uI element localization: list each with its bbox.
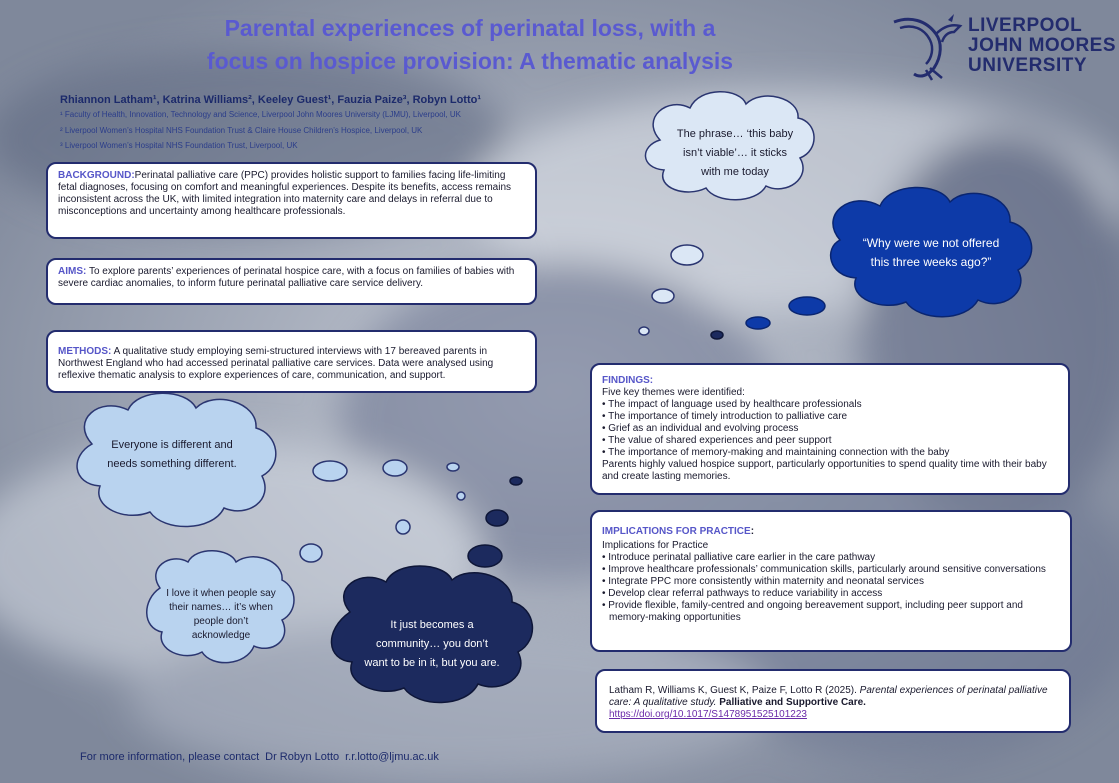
logo-line-1: LIVERPOOL <box>968 15 1083 36</box>
logo-line-2: JOHN MOORES <box>968 35 1117 56</box>
list-item: • The value of shared experiences and peer support <box>602 435 832 446</box>
quote-why: “Why were we not offered this three weeks ago?” <box>862 236 1000 269</box>
findings-section <box>590 363 1070 495</box>
methods-text: A qualitative study employing semi-structured interviews with 17 bereaved parents in Northwest England who had accessed perinatal palliative care services. Data were analysed using reflexive thematic analysis to explore experiences of care, communication, and support. <box>58 346 494 381</box>
logo-line-3: UNIVERSITY <box>968 55 1088 76</box>
liver-bird-icon <box>890 12 966 82</box>
contact-email[interactable]: r.r.lotto@ljmu.ac.uk <box>345 751 439 763</box>
implications-label: IMPLICATIONS FOR PRACTICE <box>602 526 751 537</box>
list-item: • The importance of memory-making and maintaining connection with the baby <box>602 447 950 458</box>
poster-title <box>150 12 790 78</box>
list-item: • Introduce perinatal palliative care earlier in the care pathway <box>602 552 876 563</box>
doi-link[interactable]: https://doi.org/10.1017/S1478951525101223 <box>609 709 807 720</box>
findings-label: FINDINGS: <box>602 375 654 386</box>
university-logo-text <box>968 16 1116 76</box>
background-label: BACKGROUND: <box>58 170 135 181</box>
quote-everyone: Everyone is different and needs something different. <box>107 439 237 470</box>
implications-list <box>602 552 1060 624</box>
aims-label: AIMS: <box>58 266 87 277</box>
quote-names: I love it when people say their names… it’s when people don’t acknowledge <box>166 588 276 641</box>
findings-list <box>602 399 1058 459</box>
implications-colon: : <box>750 526 755 537</box>
methods-label: METHODS: <box>58 346 112 357</box>
list-item: • Integrate PPC more consistently within maternity and neonatal services <box>602 576 924 587</box>
methods-section <box>46 330 537 393</box>
aims-text: To explore parents’ experiences of perinatal hospice care, with a focus on families of babies with severe cardiac anomalies, to inform future perinatal palliative care service delivery. <box>58 266 515 289</box>
title-line-1: Parental experiences of perinatal loss, with a <box>224 15 716 41</box>
contact-text: For more information, please contact <box>80 751 260 763</box>
title-line-2: focus on hospice provision: A thematic analysis <box>206 48 734 74</box>
reference-authors: Latham R, Williams K, Guest K, Paize F, Lotto R (2025). <box>609 685 860 696</box>
list-item: • The impact of language used by healthcare professionals <box>602 399 862 410</box>
affiliation-2: ² Liverpool Women’s Hospital NHS Foundation Trust & Claire House Children’s Hospice, Liverpool, UK <box>60 126 423 135</box>
quote-community: It just becomes a community… you don’t want to be in it, but you are. <box>364 619 500 669</box>
list-item: • Provide flexible, family-centred and ongoing bereavement support, including peer support and memory-making opportunities <box>602 600 1023 623</box>
reference-title: Parental experiences of perinatal palliative care: A qualitative study. <box>609 685 1048 708</box>
list-item: • Improve healthcare professionals’ communication skills, particularly around sensitive conversations <box>602 564 1046 575</box>
contact-name: Dr Robyn Lotto <box>265 751 340 763</box>
implications-section <box>590 510 1072 652</box>
contact-info <box>80 751 445 763</box>
list-item: • The importance of timely introduction to palliative care <box>602 411 848 422</box>
background-section <box>46 162 537 239</box>
reference-journal: Palliative and Supportive Care. <box>716 697 866 708</box>
list-item: • Grief as an individual and evolving process <box>602 423 799 434</box>
background-text: Perinatal palliative care (PPC) provides holistic support to families facing life-limiting fetal diagnoses, focusing on comfort and meaningful experiences. Despite its benefits, access remains inconsistent across the UK, with limited integration into maternity care and delays in referral due to misconceptions and uncertainty among healthcare professionals. <box>58 170 512 217</box>
findings-intro: Five key themes were identified: <box>602 387 745 398</box>
findings-outro: Parents highly valued hospice support, particularly opportunities to spend quality time with their baby and create lasting memories. <box>602 459 1047 482</box>
authors: Rhiannon Latham¹, Katrina Williams², Keeley Guest¹, Fauzia Paize³, Robyn Lotto¹ <box>60 94 482 106</box>
quote-phrase: The phrase… ‘this baby isn’t viable’… it sticks with me today <box>676 128 794 178</box>
affiliation-1: ¹ Faculty of Health, Innovation, Technology and Science, Liverpool John Moores University (LJMU), Liverpool, UK <box>60 110 461 119</box>
implications-heading <box>602 526 1060 538</box>
implications-intro: Implications for Practice <box>602 540 709 551</box>
reference-section <box>595 669 1071 733</box>
aims-section <box>46 258 537 305</box>
affiliation-3: ³ Liverpool Women’s Hospital NHS Foundation Trust, Liverpool, UK <box>60 141 298 150</box>
list-item: • Develop clear referral pathways to reduce variability in access <box>602 588 883 599</box>
